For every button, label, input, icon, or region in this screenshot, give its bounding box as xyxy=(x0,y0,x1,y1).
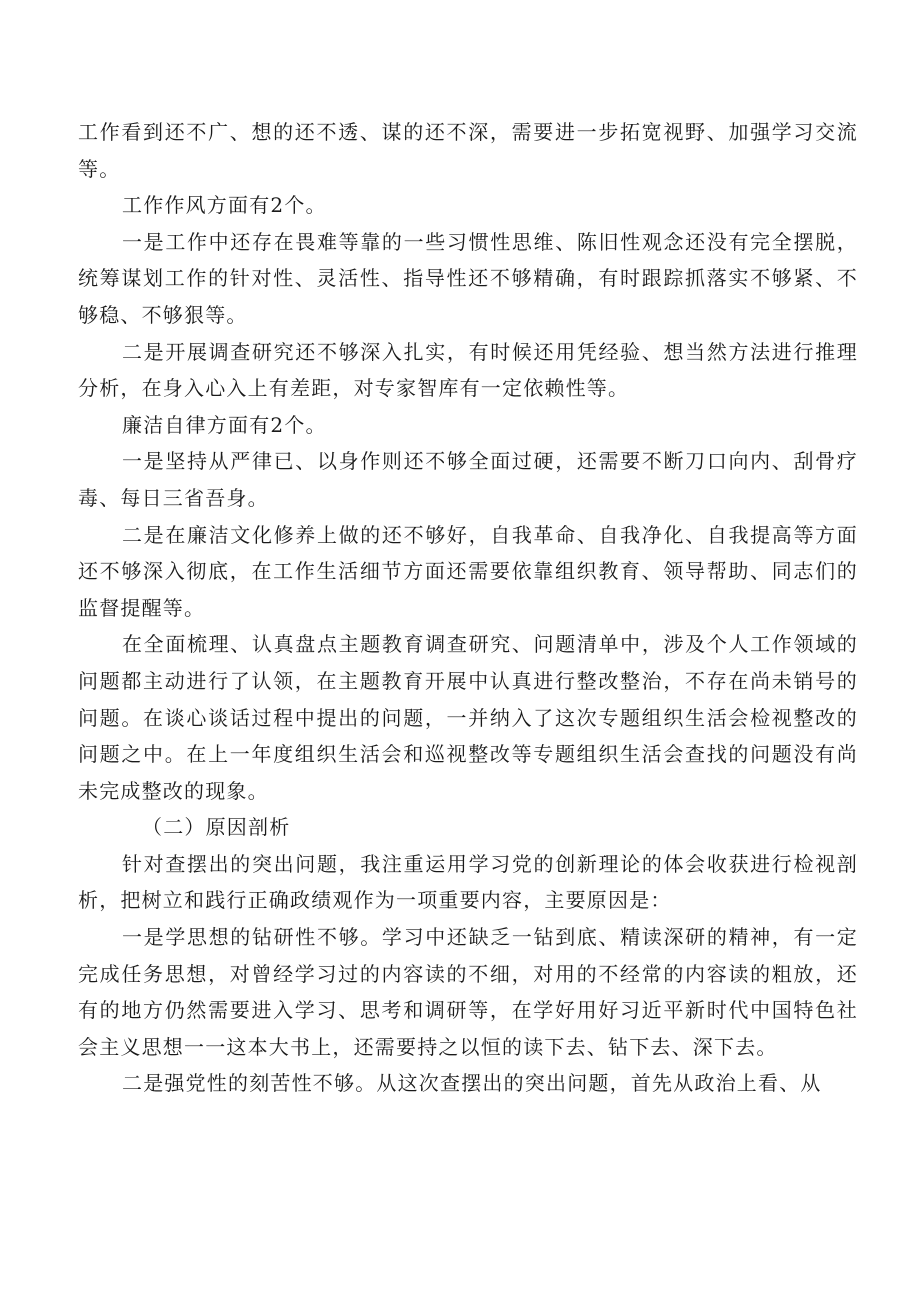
paragraph-integrity-1: 一是坚持从严律已、以身作则还不够全面过硬，还需要不断刀口向内、刮骨疗毒、每日三省吾身。 xyxy=(78,449,858,510)
paragraph-integrity-2: 二是在廉洁文化修养上做的还不够好，自我革命、自我净化、自我提高等方面还不够深入彻底，在工作生活细节方面还需要依靠组织教育、领导帮助、同志们的监督提醒等。 xyxy=(78,522,858,620)
paragraph-review-summary: 在全面梳理、认真盘点主题教育调查研究、问题清单中，涉及个人工作领域的问题都主动进行了认领，在主题教育开展中认真进行整改整治，不存在尚未销号的问题。在谈心谈话过程中提出的问题，一并纳入了这次专题组织生活会检视整改的问题之中。在上一年度组织生活会和巡视整改等专题组织生活会查找的问题没有尚未完成整改的现象。 xyxy=(78,632,858,803)
paragraph-work-style-2: 二是开展调查研究还不够深入扎实，有时候还用凭经验、想当然方法进行推理分析，在身入心入上有差距，对专家智库有一定依赖性等。 xyxy=(78,339,858,401)
paragraph-cause-intro: 针对查摆出的突出问题，我注重运用学习党的创新理论的体会收获进行检视剖析，把树立和践行正确政绩观作为一项重要内容，主要原因是： xyxy=(78,851,858,913)
paragraph-work-style-1: 一是工作中还存在畏难等靠的一些习惯性思维、陈旧性观念还没有完全摆脱，统筹谋划工作的针对性、灵活性、指导性还不够精确，有时跟踪抓落实不够紧、不够稳、不够狠等。 xyxy=(78,229,858,327)
paragraph-work-style-heading: 工作作风方面有2个。 xyxy=(122,193,327,218)
paragraph-integrity-heading: 廉洁自律方面有2个。 xyxy=(122,412,327,437)
paragraph-cause-2: 二是强党性的刻苦性不够。从这次查摆出的突出问题，首先从政治上看、从 xyxy=(122,1071,822,1096)
section-heading-cause-analysis: （二）原因剖析 xyxy=(142,815,291,840)
paragraph-continuation: 工作看到还不广、想的还不透、谋的还不深，需要进一步拓宽视野、加强学习交流等。 xyxy=(78,120,858,181)
paragraph-cause-1: 一是学思想的钻研性不够。学习中还缺乏一钻到底、精读深研的精神，有一定完成任务思想，对曾经学习过的内容读的不细，对用的不经常的内容读的粗放，还有的地方仍然需要进入学习、思考和调研等，在学好用好习近平新时代中国特色社会主义思想一一这本大书上，还需要持之以恒的读下去、钻下去、深下去。 xyxy=(78,925,858,1059)
